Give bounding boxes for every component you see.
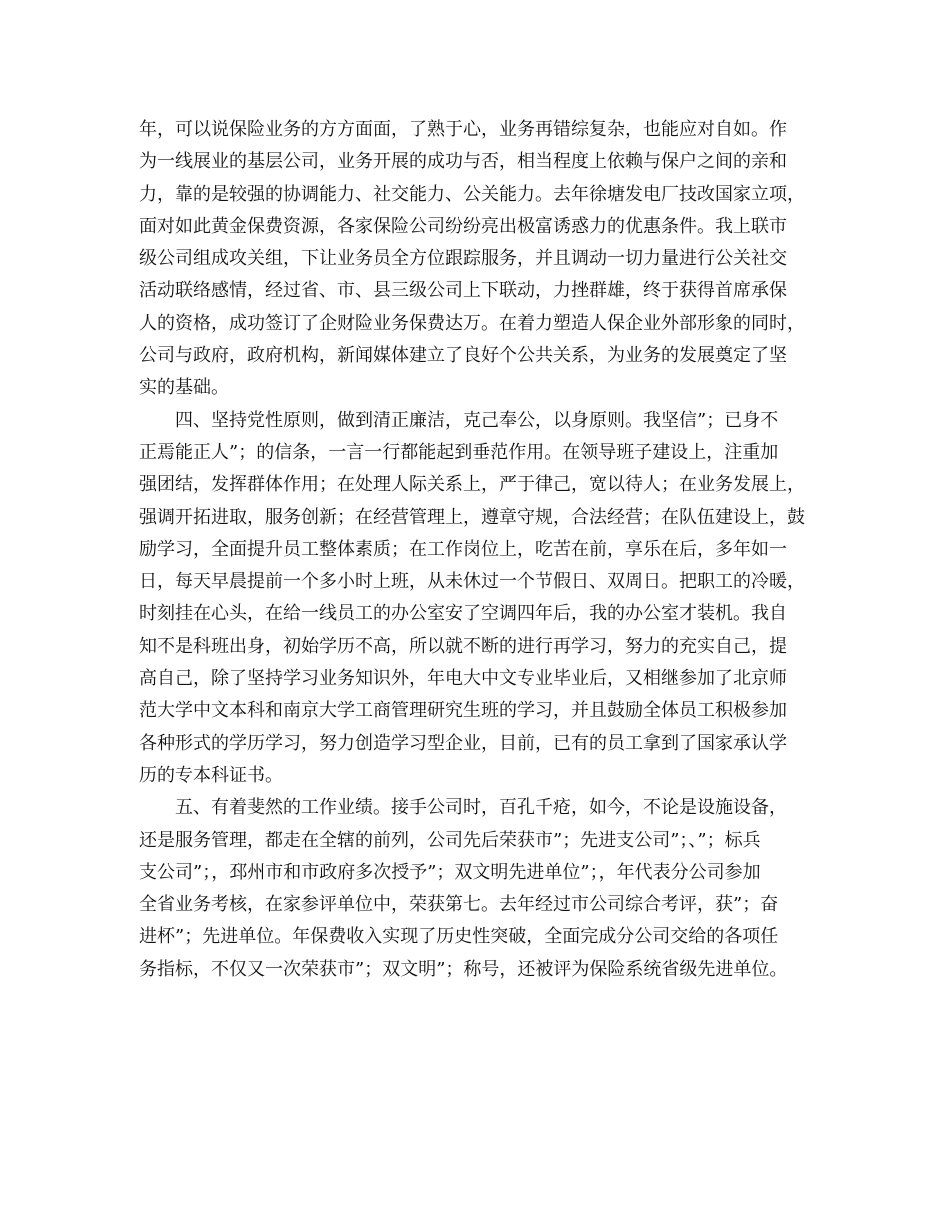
text-line: 知不是科班出身，初始学历不高，所以就不断的进行再学习，努力的充实自己，提 — [139, 635, 787, 657]
text-line: 活动联络感情，经过省、市、县三级公司上下联动，力挫群雄，终于获得首席承保 — [139, 280, 787, 302]
text-line: 面对如此黄金保费资源，各家保险公司纷纷亮出极富诱惑力的优惠条件。我上联市 — [139, 215, 787, 237]
text-line: 人的资格，成功签订了企财险业务保费达万。在着力塑造人保企业外部形象的同时， — [139, 312, 805, 334]
text-line: 励学习，全面提升员工整体素质；在工作岗位上，吃苦在前，享乐在后，多年如一 — [139, 538, 787, 560]
text-line: 力，靠的是较强的协调能力、社交能力、公关能力。去年徐塘发电厂技改国家立项， — [139, 183, 805, 205]
text-line: 日，每天早晨提前一个多小时上班，从未休过一个节假日、双周日。把职工的冷暖， — [139, 571, 805, 593]
text-line: 五、有着斐然的工作业绩。接手公司时，百孔千疮，如今，不论是设施设备， — [139, 797, 787, 819]
text-line: 务指标，不仅又一次荣获市”；双文明”；称号，还被评为保险系统省级先进单位。 — [139, 958, 788, 980]
text-line: 各种形式的学历学习，努力创造学习型企业，目前，已有的员工拿到了国家承认学 — [139, 732, 787, 754]
paragraph-1 — [139, 114, 819, 405]
paragraph-3 — [139, 792, 819, 986]
text-line: 进杯”；先进单位。年保费收入实现了历史性突破，全面完成分公司交给的各项任 — [139, 926, 779, 948]
text-line: 时刻挂在心头，在给一线员工的办公室安了空调四年后，我的办公室才装机。我自 — [139, 603, 787, 625]
text-line: 全省业务考核，在家参评单位中，荣获第七。去年经过市公司综合考评，获”；奋 — [139, 894, 779, 916]
paragraph-2 — [139, 405, 819, 793]
text-line: 年，可以说保险业务的方方面面，了熟于心，业务再错综复杂，也能应对自如。作 — [139, 119, 787, 140]
document-body — [139, 114, 819, 986]
text-line: 高自己，除了坚持学习业务知识外，年电大中文专业毕业后，又相继参加了北京师 — [139, 668, 787, 690]
text-line: 四、坚持党性原则，做到清正廉洁，克己奉公，以身原则。我坚信”；已身不 — [139, 409, 779, 431]
text-line: 还是服务管理，都走在全辖的前列，公司先后荣获市”；先进支公司”；、”；标兵 — [139, 829, 761, 851]
text-line: 公司与政府，政府机构，新闻媒体建立了良好个公共关系，为业务的发展奠定了坚 — [139, 345, 787, 367]
text-line: 正焉能正人”；的信条，一言一行都能起到垂范作用。在领导班子建设上，注重加 — [139, 441, 779, 463]
text-line: 级公司组成攻关组，下让业务员全方位跟踪服务，并且调动一切力量进行公关社交 — [139, 248, 787, 270]
text-line: 支公司”；，邳州市和市政府多次授予”；双文明先进单位”；，年代表分公司参加 — [139, 861, 761, 883]
text-line: 强调开拓进取，服务创新；在经营管理上，遵章守规，合法经营；在队伍建设上，鼓 — [139, 506, 805, 528]
text-line: 历的专本科证书。 — [139, 764, 283, 786]
text-line: 强团结，发挥群体作用；在处理人际关系上，严于律己，宽以待人；在业务发展上， — [139, 474, 805, 496]
text-line: 为一线展业的基层公司，业务开展的成功与否，相当程度上依赖与保户之间的亲和 — [139, 151, 787, 173]
text-line: 实的基础。 — [139, 377, 229, 399]
text-line: 范大学中文本科和南京大学工商管理研究生班的学习，并且鼓励全体员工积极参加 — [139, 700, 787, 722]
